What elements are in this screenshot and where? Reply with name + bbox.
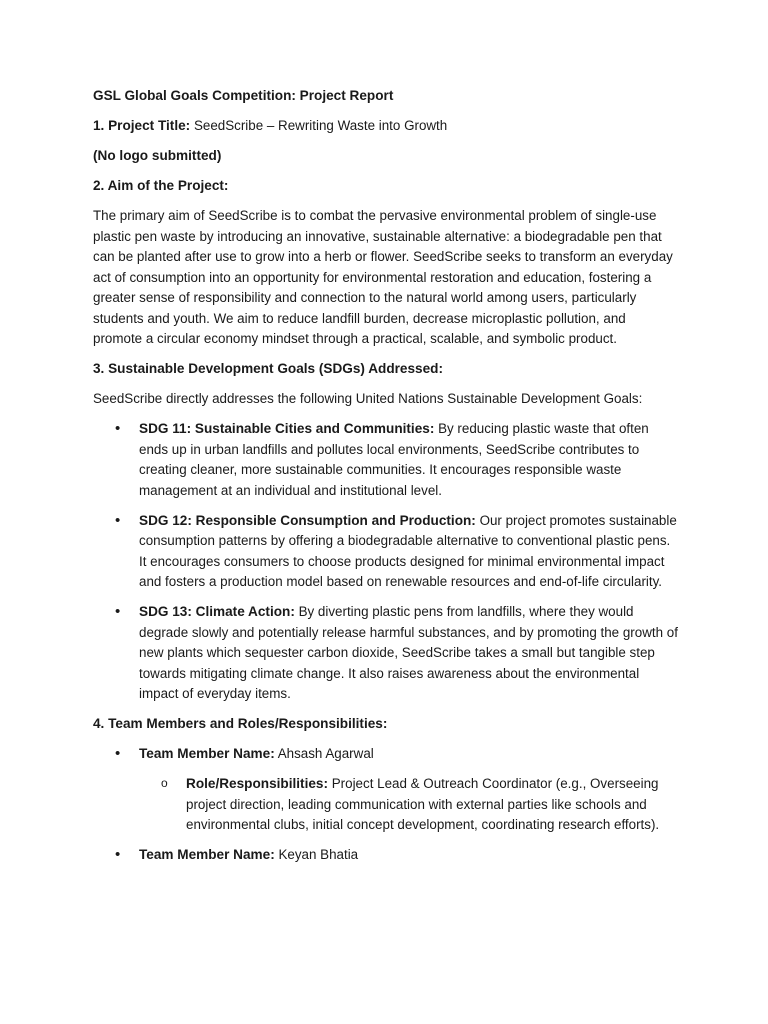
sdg-list: [93, 419, 678, 705]
logo-note: (No logo submitted): [93, 148, 222, 163]
role-label: Role/Responsibilities:: [186, 776, 329, 791]
team-list: [93, 744, 678, 866]
team-member-item: [93, 845, 678, 866]
sdg-text: By diverting plastic pens from landfills, where they would degrade slowly and potentially release harmful substances, and by promoting the growth of new plants which sequester carbon dioxide, SeedScribe takes a small but tangible step towards mitigating climate change. It also raises awareness about the environmental impact of everyday items.: [139, 604, 678, 701]
sdgs-intro: SeedScribe directly addresses the following United Nations Sustainable Development Goals:: [93, 391, 643, 406]
sdg-text: Our project promotes sustainable consumption patterns by offering a biodegradable alternative to conventional plastic pens. It encourages consumers to choose products designed for minimal environmental impact and fosters a production model based on renewable resources and end-of-life circularity.: [139, 512, 677, 589]
aim-body: The primary aim of SeedScribe is to combat the pervasive environmental problem of single-use plastic pen waste by introducing an innovative, sustainable alternative: a biodegradable pen that can be planted after use to grow into a herb or flower. SeedScribe seeks to transform an everyday act of consumption into an opportunity for environmental restoration and education, fostering a greater sense of responsibility and connection to the natural world among users, particularly students and youth. We aim to reduce landfill burden, decrease microplastic pollution, and promote a circular economy mindset through a practical, scalable, and symbolic product.: [93, 208, 673, 346]
sdg-text: By reducing plastic waste that often ends up in urban landfills and pollutes local environments, SeedScribe contributes to creating cleaner, more sustainable communities. It encourages responsible waste management at an individual and institutional level.: [139, 421, 649, 498]
sdg-title: SDG 13: Climate Action:: [139, 604, 295, 619]
team-member-roles: [139, 774, 678, 836]
sdg-list-item: [93, 419, 678, 501]
team-member-role-item: [139, 774, 678, 836]
project-title-label: 1. Project Title:: [93, 118, 191, 133]
report-heading: GSL Global Goals Competition: Project Report: [93, 88, 394, 103]
team-member-name: Ahsash Agarwal: [274, 746, 374, 761]
sdg-list-item: [93, 511, 678, 593]
team-member-name-label: Team Member Name:: [139, 847, 275, 862]
role-text: Project Lead & Outreach Coordinator (e.g., Overseeing project direction, leading communication with external parties like schools and environmental clubs, initial concept development, coordinating research efforts).: [186, 776, 660, 832]
sdgs-heading: 3. Sustainable Development Goals (SDGs) Addressed:: [93, 361, 444, 376]
team-member-item: [93, 744, 678, 836]
project-title-value: SeedScribe – Rewriting Waste into Growth: [193, 118, 448, 133]
aim-heading: 2. Aim of the Project:: [93, 178, 229, 193]
team-heading: 4. Team Members and Roles/Responsibilities:: [93, 716, 388, 731]
team-member-name-label: Team Member Name:: [139, 746, 275, 761]
team-member-name: Keyan Bhatia: [274, 847, 359, 862]
sdg-list-item: [93, 602, 678, 705]
sdg-title: SDG 11: Sustainable Cities and Communities:: [139, 421, 435, 436]
project-title-line: [93, 116, 678, 137]
sdg-title: SDG 12: Responsible Consumption and Production:: [139, 512, 476, 528]
